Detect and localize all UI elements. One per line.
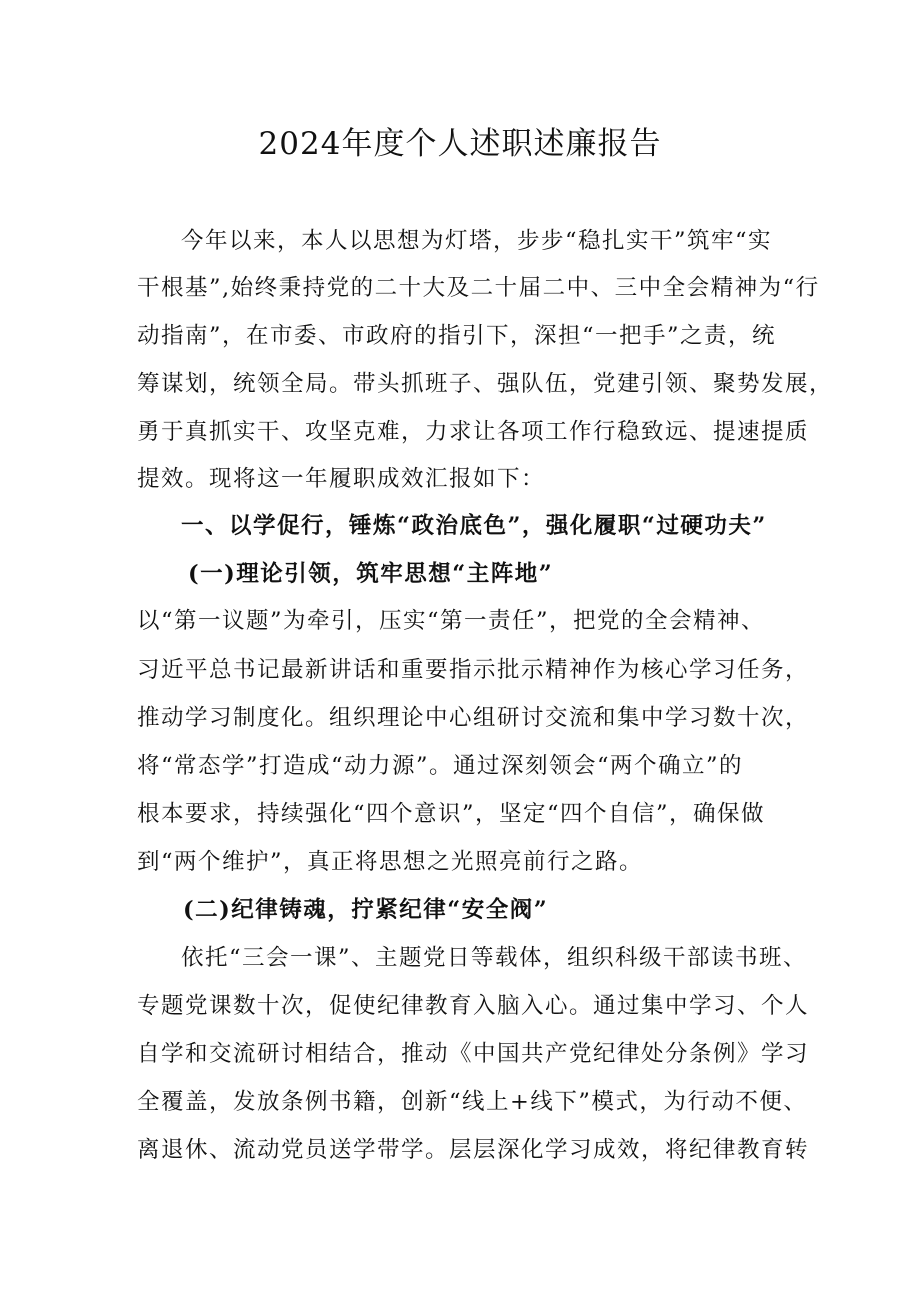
paragraph-line: 提效。现将这一年履职成效汇报如下：: [137, 466, 546, 492]
section-heading: 一、以学促行，锤炼“政治底色”，强化履职“过硬功夫”: [181, 513, 767, 539]
paragraph-line: 以“第一议题”为牵引，压实“第一责任”，把党的全会精神、: [137, 608, 766, 634]
document-title: 2024年度个人述职述廉报告: [258, 126, 662, 162]
subsection-heading: (二)纪律铸魂，拧紧纪律“安全阀”: [183, 897, 549, 923]
paragraph-line: 今年以来，本人以思想为灯塔，步步“稳扎实干”筑牢“实: [181, 228, 773, 254]
paragraph-line: 离退休、流动党员送学带学。层层深化学习成效，将纪律教育转: [137, 1137, 810, 1163]
subsection-heading: (一)理论引领，筑牢思想“主阵地”: [188, 561, 554, 587]
paragraph-line: 习近平总书记最新讲话和重要指示批示精神作为核心学习任务，: [137, 657, 810, 683]
paragraph-line: 推动学习制度化。组织理论中心组研讨交流和集中学习数十次，: [137, 705, 810, 731]
paragraph-line: 动指南”，在市委、市政府的指引下，深担“一把手”之责，统: [137, 323, 777, 349]
paragraph-line: 依托“三会一课”、主题党日等载体，组织科级干部读书班、: [181, 945, 808, 971]
paragraph-line: 全覆盖，发放条例书籍，创新“线上+线下”模式，为行动不便、: [137, 1089, 808, 1115]
paragraph-line: 到“两个维护”，真正将思想之光照亮前行之路。: [137, 849, 644, 875]
paragraph-line: 专题党课数十次，促使纪律教育入脑入心。通过集中学习、个人: [137, 993, 810, 1019]
paragraph-line: 筹谋划，统领全局。带头抓班子、强队伍，党建引领、聚势发展，: [137, 371, 834, 397]
paragraph-line: 将“常态学”打造成“动力源”。通过深刻领会“两个确立”的: [137, 753, 744, 779]
paragraph-line: 干根基”,始终秉持党的二十大及二十届二中、三中全会精神为“行: [137, 275, 820, 301]
paragraph-line: 勇于真抓实干、攻坚克难，力求让各项工作行稳致远、提速提质: [137, 419, 810, 445]
paragraph-line: 根本要求，持续强化“四个意识”，坚定“四个自信”，确保做: [137, 801, 766, 827]
paragraph-line: 自学和交流研讨相结合，推动《中国共产党纪律处分条例》学习: [137, 1041, 810, 1067]
